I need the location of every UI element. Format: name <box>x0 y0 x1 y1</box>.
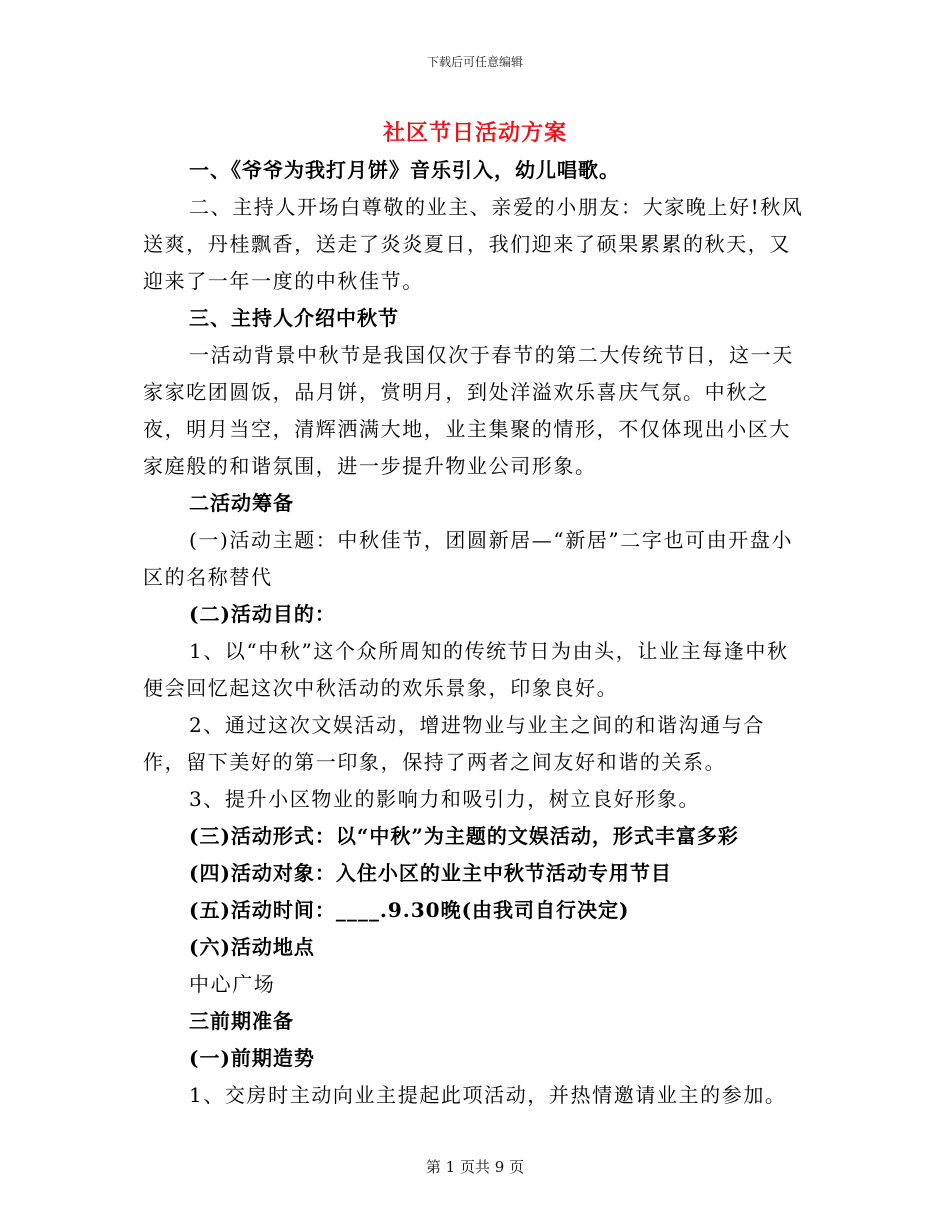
paragraph: (二)活动目的： <box>189 602 336 626</box>
document-body <box>143 152 808 1114</box>
paragraph: 三、主持人介绍中秋节 <box>189 306 399 330</box>
paragraph: 一、《爷爷为我打月饼》音乐引入，幼儿唱歌。 <box>189 158 620 182</box>
paragraph: 中心广场 <box>189 972 276 996</box>
paragraph: (五)活动时间：____.9.30晚(由我司自行决定) <box>189 898 630 922</box>
paragraph: (一)活动主题：中秋佳节，团圆新居—“新居”二字也可由开盘小区的名称替代 <box>143 528 794 589</box>
paragraph: 二、主持人开场白尊敬的业主、亲爱的小朋友：大家晚上好!秋风送爽，丹桂飘香，送走了炎炎夏日，我们迎来了硕果累累的秋天，又迎来了一年一度的中秋佳节。 <box>143 195 804 293</box>
header-note: 下载后可任意编辑 <box>426 55 523 69</box>
document-title: 社区节日活动方案 <box>382 120 567 146</box>
paragraph: 二活动筹备 <box>189 491 294 515</box>
paragraph: 1、以“中秋”这个众所周知的传统节日为由头，让业主每逢中秋便会回忆起这次中秋活动的欢乐景象，印象良好。 <box>143 639 789 700</box>
paragraph: (三)活动形式：以“中秋”为主题的文娱活动，形式丰富多彩 <box>189 824 739 848</box>
paragraph: 1、交房时主动向业主提起此项活动，并热情邀请业主的参加。 <box>189 1083 787 1107</box>
paragraph: 2、通过这次文娱活动，增进物业与业主之间的和谐沟通与合作，留下美好的第一印象，保持了两者之间友好和谐的关系。 <box>143 713 765 774</box>
paragraph: 三前期准备 <box>189 1009 294 1033</box>
paragraph: 3、提升小区物业的影响力和吸引力，树立良好形象。 <box>189 787 701 811</box>
paragraph: (一)前期造势 <box>189 1046 315 1070</box>
page-number: 第 1 页共 9 页 <box>425 1158 525 1176</box>
paragraph: 一活动背景中秋节是我国仅次于春节的第二大传统节日，这一天家家吃团圆饭，品月饼，赏明月，到处洋溢欢乐喜庆气氛。中秋之夜，明月当空，清辉洒满大地，业主集聚的情形，不仅体现出小区大家庭般的和谐氛围，进一步提升物业公司形象。 <box>143 343 794 478</box>
paragraph: (六)活动地点 <box>189 935 315 959</box>
paragraph: (四)活动对象：入住小区的业主中秋节活动专用节目 <box>189 861 672 885</box>
